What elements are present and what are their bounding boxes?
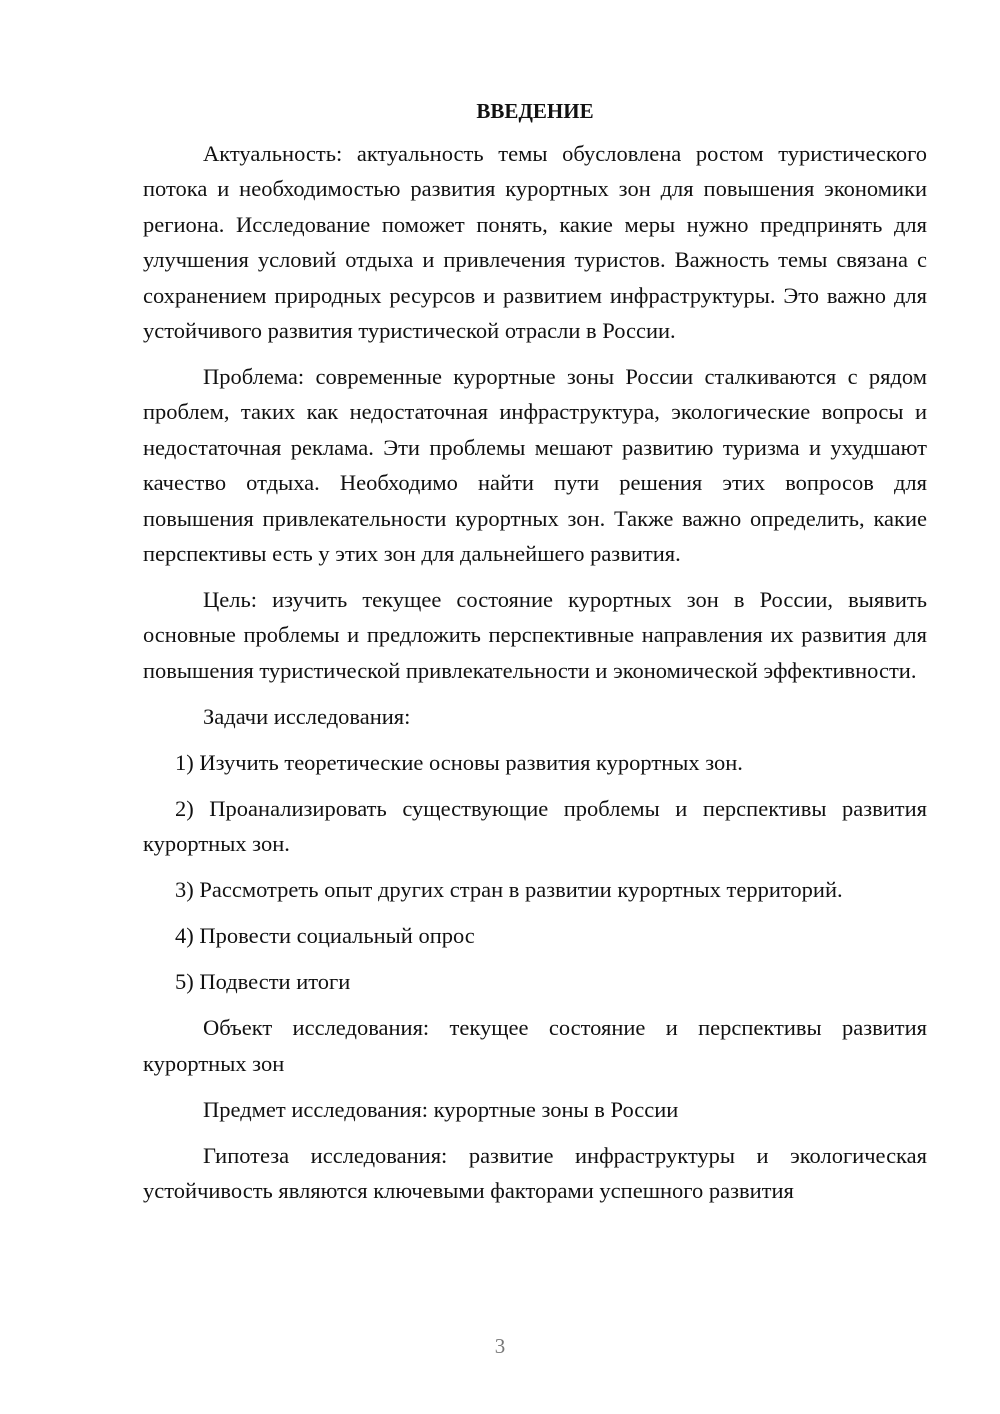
- task-item-4: 4) Провести социальный опрос: [175, 923, 475, 949]
- relevance-paragraph: Актуальность: актуальность темы обусловлена ростом туристического потока и необходимостью развития курортных зон для повышения экономики региона. Исследование поможет понять, какие меры нужно предпринять для улучшения условий отдыха и привлечения туристов. Важность темы связана с сохранением природных ресурсов и развитием инфраструктуры. Это важно для устойчивого развития туристической отрасли в России.: [143, 141, 927, 344]
- page-title: ВВЕДЕНИЕ: [476, 99, 594, 123]
- task-item-2: 2) Проанализировать существующие проблемы и перспективы развития курортных зон.: [143, 795, 927, 857]
- task-item-5: 5) Подвести итоги: [175, 969, 351, 995]
- problem-paragraph: Проблема: современные курортные зоны России сталкиваются с рядом проблем, таких как недостаточная инфраструктура, экологические вопросы и недостаточная реклама. Эти проблемы мешают развитию туризма и ухудшают качество отдыха. Необходимо найти пути решения этих вопросов для повышения привлекательности курортных зон. Также важно определить, какие перспективы есть у этих зон для дальнейшего развития.: [143, 364, 927, 567]
- goal-paragraph: Цель: изучить текущее состояние курортных зон в России, выявить основные проблемы и предложить перспективные направления их развития для повышения туристической привлекательности и экономической эффективности.: [143, 587, 927, 683]
- tasks-heading: Задачи исследования:: [203, 703, 411, 729]
- task-item-3: 3) Рассмотреть опыт других стран в развитии курортных территорий.: [175, 877, 843, 903]
- hypothesis-paragraph: Гипотеза исследования: развитие инфраструктуры и экологическая устойчивость являются ключевыми факторами успешного развития: [143, 1142, 927, 1204]
- page-number: 3: [494, 1334, 506, 1358]
- object-paragraph: Объект исследования: текущее состояние и перспективы развития курортных зон: [143, 1015, 927, 1076]
- subject-paragraph: Предмет исследования: курортные зоны в России: [203, 1096, 679, 1122]
- page-content: [143, 96, 927, 1219]
- task-item-1: 1) Изучить теоретические основы развития курортных зон.: [175, 749, 743, 775]
